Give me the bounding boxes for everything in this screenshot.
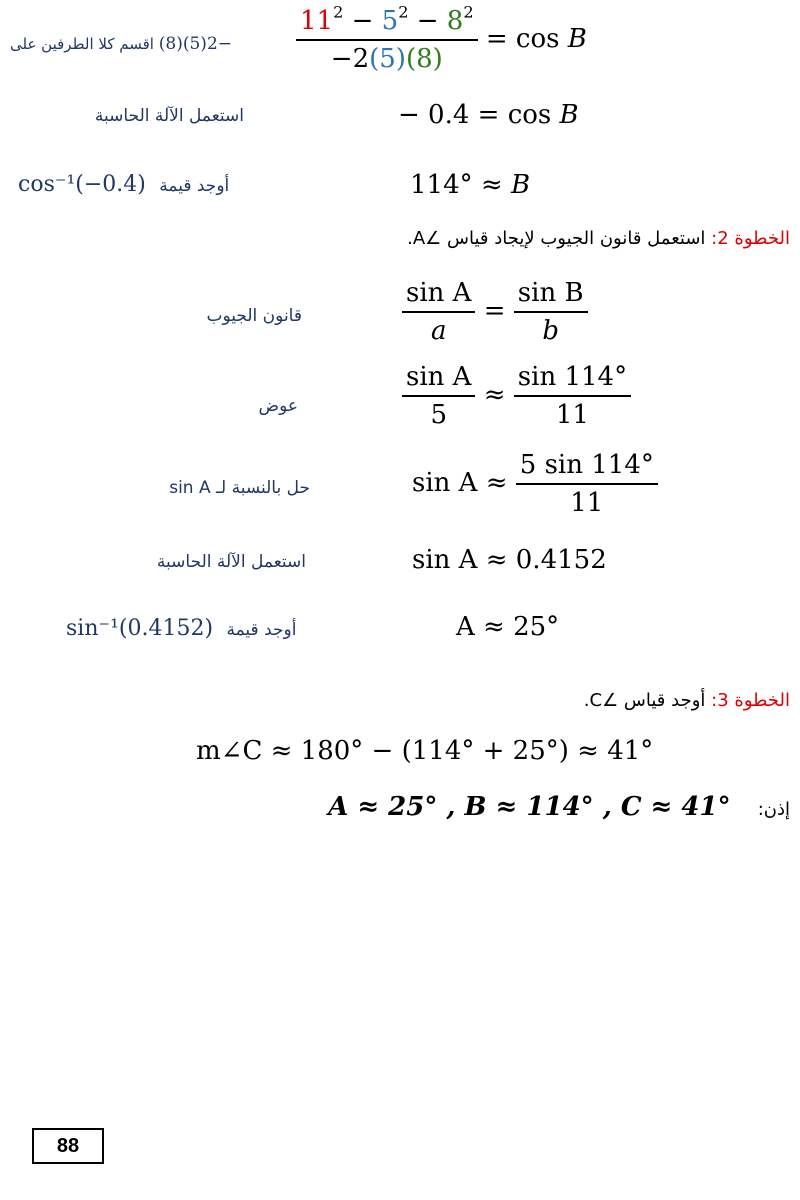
note-find-arccos bbox=[18, 172, 229, 197]
note-arccos-expr: cos⁻¹(−0.4) bbox=[18, 172, 146, 197]
note-solve-for-sin-a: حل بالنسبة لـ sin A bbox=[169, 478, 310, 498]
note-law-of-sines: قانون الجيوب bbox=[206, 306, 302, 326]
equation-law-of-sines: $\frac{\text{sin A}}{a}$ = $\frac{\text{sin B}}{b}$ bbox=[402, 278, 588, 346]
step3-text: أوجد قياس ∠C. bbox=[583, 690, 706, 711]
equation-law-of-cosines-fraction: $\frac{11^2 - 5^2 - 8^2}{-2(5)(8)}$ = cos B bbox=[296, 6, 587, 74]
equation-cos-b-value: − 0.4 = cos B bbox=[398, 100, 579, 130]
note-use-calculator-2: استعمل الآلة الحاسبة bbox=[156, 552, 306, 572]
step2-label: الخطوة 2: bbox=[711, 228, 790, 249]
note-find-arcsin bbox=[66, 616, 296, 641]
num-term-a: 11 bbox=[300, 6, 334, 36]
note-substitute: عوض bbox=[258, 396, 298, 416]
note-divide-text: اقسم كلا الطرفين على bbox=[10, 35, 154, 53]
note-arcsin-text: أوجد قيمة bbox=[226, 620, 297, 640]
final-result bbox=[328, 792, 790, 822]
num-term-b: 5 bbox=[381, 6, 399, 36]
final-result-values: A ≈ 25° , B ≈ 114° , C ≈ 41° bbox=[328, 792, 731, 822]
note-divide-both-sides bbox=[4, 34, 232, 54]
page-number: 88 bbox=[32, 1128, 104, 1164]
step2-heading bbox=[407, 228, 790, 249]
step3-heading bbox=[584, 690, 790, 711]
equation-angle-c: m∠C ≈ 180° − (114° + 25°) ≈ 41° bbox=[196, 736, 654, 766]
equation-angle-b: 114° ≈ B bbox=[410, 170, 531, 200]
step3-label: الخطوة 3: bbox=[711, 690, 790, 711]
final-result-label: إذن: bbox=[757, 799, 790, 820]
note-divide-expr: −2(5)(8) bbox=[158, 34, 233, 54]
note-arccos-text: أوجد قيمة bbox=[159, 176, 230, 196]
equation-sin-a-value: sin A ≈ 0.4152 bbox=[412, 545, 607, 575]
step2-text: استعمل قانون الجيوب لإيجاد قياس ∠A. bbox=[407, 228, 706, 249]
equation-solve-sin-a: sin A ≈ $\frac{5 \sin 114^\circ}{11}$ bbox=[412, 450, 658, 518]
equation-angle-a: A ≈ 25° bbox=[456, 612, 560, 642]
num-term-c: 8 bbox=[446, 6, 464, 36]
equation-substitute: $\frac{\text{sin A}}{5}$ ≈ $\frac{\sin 114^\circ}{11}$ bbox=[402, 362, 631, 430]
note-arcsin-expr: sin⁻¹(0.4152) bbox=[66, 616, 214, 641]
note-use-calculator-1: استعمل الآلة الحاسبة bbox=[94, 106, 244, 126]
